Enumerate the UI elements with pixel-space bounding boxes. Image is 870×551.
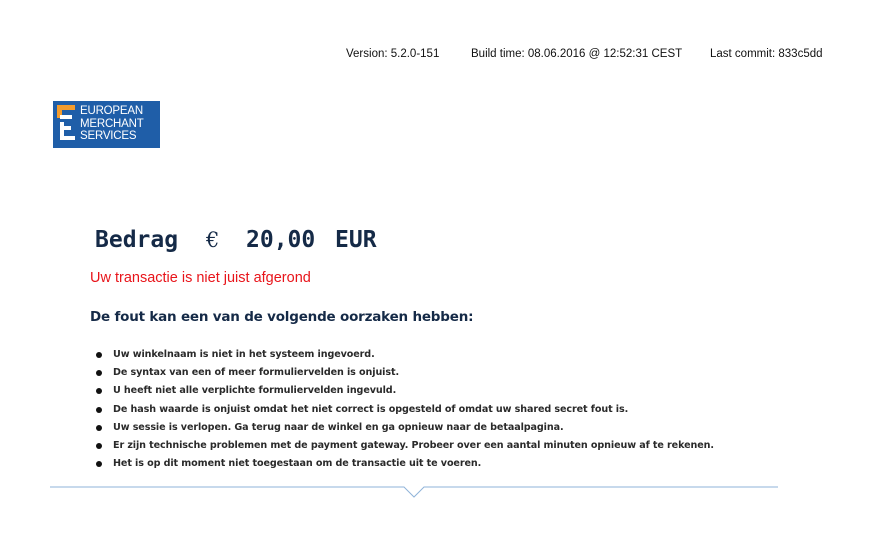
list-item bbox=[96, 366, 714, 384]
list-item bbox=[96, 403, 714, 421]
causes-list bbox=[96, 348, 714, 475]
currency-code: EUR bbox=[335, 227, 377, 253]
bullet-icon bbox=[96, 352, 102, 358]
section-divider bbox=[50, 486, 778, 502]
version-label: Version: 5.2.0-151 bbox=[346, 48, 440, 60]
cause-text: De hash waarde is onjuist omdat het niet correct is opgesteld of omdat uw shared secret fout is. bbox=[113, 403, 629, 415]
cause-text: U heeft niet alle verplichte formuliervelden ingevuld. bbox=[113, 385, 397, 397]
amount-value: 20,00 bbox=[246, 227, 316, 253]
logo-line-1: EUROPEAN bbox=[80, 105, 143, 117]
ems-logo bbox=[53, 101, 160, 148]
amount-label: Bedrag bbox=[95, 227, 179, 253]
logo-line-2: MERCHANT bbox=[80, 117, 144, 130]
bullet-icon bbox=[96, 461, 102, 467]
error-message: Uw transactie is niet juist afgerond bbox=[90, 270, 311, 286]
cause-text: De syntax van een of meer formuliervelden is onjuist. bbox=[113, 367, 399, 379]
cause-text: Er zijn technische problemen met de payment gateway. Probeer over een aantal minuten opnieuw af te rekenen. bbox=[113, 439, 714, 451]
causes-heading: De fout kan een van de volgende oorzaken hebben: bbox=[90, 309, 474, 325]
bullet-icon bbox=[96, 388, 102, 394]
currency-symbol: € bbox=[206, 228, 220, 252]
cause-text: Het is op dit moment niet toegestaan om de transactie uit te voeren. bbox=[113, 458, 482, 470]
bullet-icon bbox=[96, 370, 102, 376]
list-item bbox=[96, 457, 714, 475]
ems-logo-mark-icon bbox=[57, 105, 77, 143]
list-item bbox=[96, 348, 714, 366]
cause-text: Uw sessie is verlopen. Ga terug naar de winkel en ga opnieuw naar de betaalpagina. bbox=[113, 421, 564, 433]
bullet-icon bbox=[96, 407, 102, 413]
logo-wordmark bbox=[80, 105, 144, 143]
cause-text: Uw winkelnaam is niet in het systeem ingevoerd. bbox=[113, 349, 375, 360]
list-item bbox=[96, 439, 714, 457]
logo-line-3: SERVICES bbox=[80, 130, 137, 142]
list-item bbox=[96, 384, 714, 402]
build-time-label: Build time: 08.06.2016 @ 12:52:31 CEST bbox=[471, 48, 683, 60]
bullet-icon bbox=[96, 443, 102, 449]
bullet-icon bbox=[96, 425, 102, 431]
version-info-bar bbox=[0, 48, 870, 64]
list-item bbox=[96, 421, 714, 439]
last-commit-label: Last commit: 833c5dd bbox=[710, 48, 823, 60]
